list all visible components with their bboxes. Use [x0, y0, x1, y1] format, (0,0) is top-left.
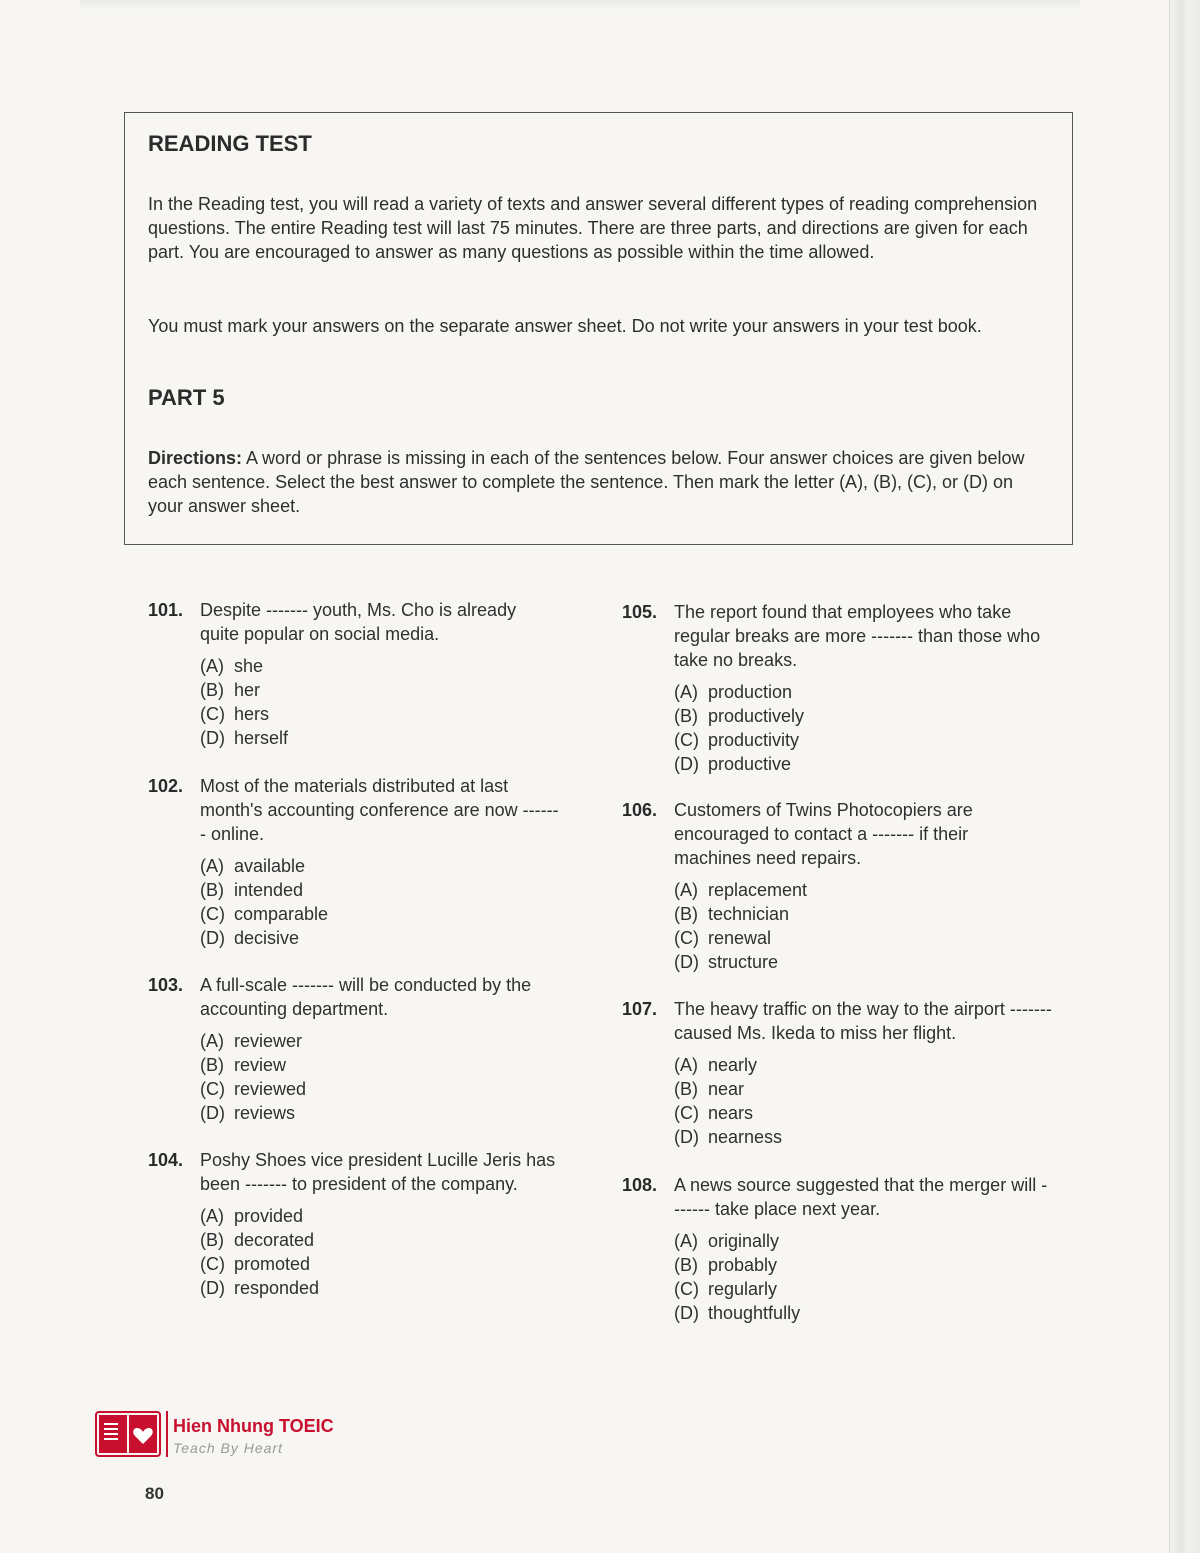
option-c[interactable]: (C) comparable	[200, 904, 329, 924]
question-stem: A full-scale ------- will be conducted by the accounting department.	[200, 975, 532, 1019]
option-a[interactable]: (A) replacement	[674, 880, 808, 900]
answer-options	[200, 854, 560, 950]
option-a[interactable]: (A) production	[674, 682, 793, 702]
answer-options	[674, 1229, 1049, 1325]
option-c[interactable]: (C) productivity	[674, 730, 800, 750]
page-top-shadow	[80, 0, 1080, 10]
question-102	[148, 774, 560, 950]
question-106	[622, 798, 1019, 974]
part-title: PART 5	[148, 385, 225, 410]
directions-text: A word or phrase is missing in each of the sentences below. Four answer choices are given below each sentence. Select the best answer to complete the sentence. Then mark the letter (A), (B), (C), or (D) on your answer sheet.	[148, 448, 1025, 516]
question-105	[622, 600, 1054, 776]
section-title: READING TEST	[148, 131, 312, 156]
question-stem: Customers of Twins Photocopiers are encouraged to contact a ------- if their machines need repairs.	[674, 800, 973, 868]
brand-name: Hien Nhung TOEIC	[173, 1416, 334, 1436]
brand-logo	[95, 1407, 365, 1461]
option-d[interactable]: (D) decisive	[200, 928, 300, 948]
option-b[interactable]: (B) technician	[674, 904, 790, 924]
book-heart-icon	[95, 1411, 161, 1457]
option-c[interactable]: (C) hers	[200, 704, 270, 724]
option-d[interactable]: (D) herself	[200, 728, 289, 748]
intro-paragraph: In the Reading test, you will read a variety of texts and answer several different types of reading comprehension questions. The entire Reading test will last 75 minutes. There are three parts, and directions are given for each part. You are encouraged to answer as many questions as possible within the time allowed.	[148, 194, 1038, 262]
option-b[interactable]: (B) near	[674, 1079, 745, 1099]
question-number: 107.	[622, 999, 658, 1019]
option-a[interactable]: (A) reviewer	[200, 1031, 303, 1051]
option-c[interactable]: (C) promoted	[200, 1254, 311, 1274]
option-d[interactable]: (D) nearness	[674, 1127, 783, 1147]
answer-options	[674, 878, 1019, 974]
question-stem: Poshy Shoes vice president Lucille Jeris has been ------- to president of the company.	[200, 1150, 556, 1194]
option-b[interactable]: (B) decorated	[200, 1230, 315, 1250]
option-d[interactable]: (D) reviews	[200, 1103, 296, 1123]
question-107	[622, 997, 1054, 1149]
answer-options	[200, 654, 560, 750]
option-c[interactable]: (C) regularly	[674, 1279, 778, 1299]
option-b[interactable]: (B) review	[200, 1055, 287, 1075]
question-stem: Most of the materials distributed at last month's accounting conference are now ------- online.	[200, 776, 559, 844]
logo-divider	[166, 1411, 168, 1457]
option-c[interactable]: (C) nears	[674, 1103, 754, 1123]
question-108	[622, 1173, 1049, 1325]
option-a[interactable]: (A) originally	[674, 1231, 780, 1251]
question-number: 106.	[622, 800, 658, 820]
option-b[interactable]: (B) probably	[674, 1255, 778, 1275]
option-c[interactable]: (C) renewal	[674, 928, 772, 948]
question-number: 101.	[148, 600, 184, 620]
option-a[interactable]: (A) available	[200, 856, 306, 876]
question-number: 104.	[148, 1150, 184, 1170]
page-number: 80	[145, 1484, 164, 1503]
page-edge	[1169, 0, 1200, 1553]
question-number: 105.	[622, 602, 658, 622]
notice-paragraph: You must mark your answers on the separate answer sheet. Do not write your answers in your test book.	[148, 316, 982, 336]
question-number: 103.	[148, 975, 184, 995]
answer-options	[200, 1029, 575, 1125]
option-a[interactable]: (A) she	[200, 656, 264, 676]
option-d[interactable]: (D) thoughtfully	[674, 1303, 801, 1323]
answer-options	[674, 1053, 1054, 1149]
directions-paragraph	[148, 446, 1038, 518]
question-stem: Despite ------- youth, Ms. Cho is already quite popular on social media.	[200, 600, 517, 644]
option-a[interactable]: (A) provided	[200, 1206, 304, 1226]
option-b[interactable]: (B) productively	[674, 706, 805, 726]
option-a[interactable]: (A) nearly	[674, 1055, 758, 1075]
question-stem: A news source suggested that the merger will ------- take place next year.	[674, 1175, 1048, 1219]
question-104	[148, 1148, 565, 1300]
option-d[interactable]: (D) productive	[674, 754, 792, 774]
question-stem: The heavy traffic on the way to the airport ------- caused Ms. Ikeda to miss her flight.	[674, 999, 1052, 1043]
question-101	[148, 598, 560, 750]
question-stem: The report found that employees who take regular breaks are more ------- than those who take no breaks.	[674, 602, 1041, 670]
option-b[interactable]: (B) her	[200, 680, 261, 700]
answer-options	[200, 1204, 565, 1300]
question-number: 108.	[622, 1175, 658, 1195]
option-d[interactable]: (D) responded	[200, 1278, 320, 1298]
answer-options	[674, 680, 1054, 776]
directions-label: Directions:	[148, 448, 243, 468]
option-d[interactable]: (D) structure	[674, 952, 779, 972]
question-103	[148, 973, 575, 1125]
option-b[interactable]: (B) intended	[200, 880, 304, 900]
brand-tagline: Teach By Heart	[173, 1440, 283, 1456]
question-number: 102.	[148, 776, 184, 796]
option-c[interactable]: (C) reviewed	[200, 1079, 307, 1099]
